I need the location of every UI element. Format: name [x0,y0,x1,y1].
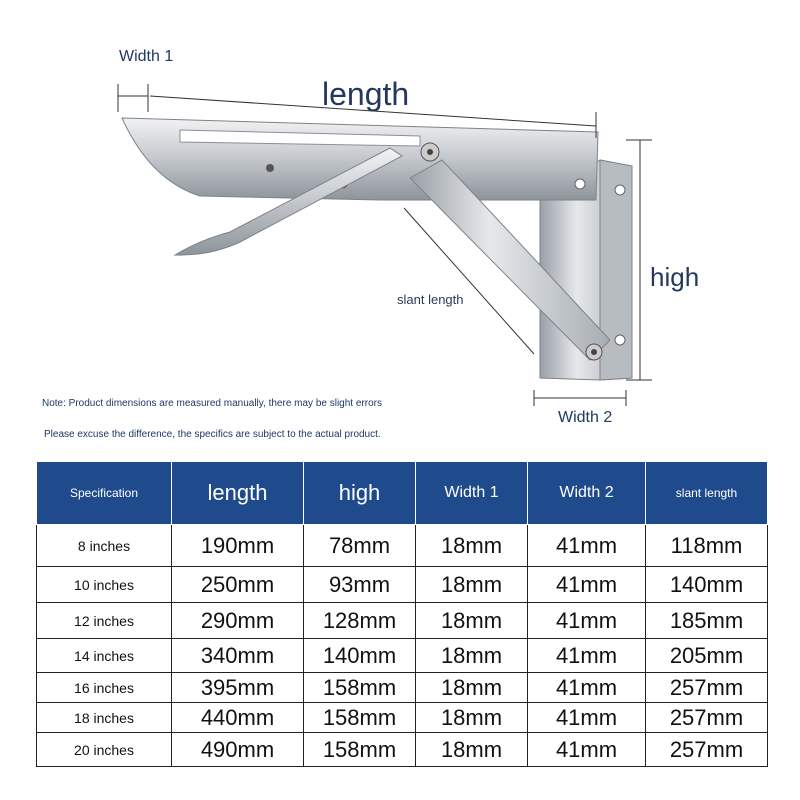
cell-width-1: 18mm [416,639,528,673]
cell-slant-length: 205mm [646,639,768,673]
cell-width-1: 18mm [416,673,528,703]
cell-slant-length: 257mm [646,733,768,767]
label-high: high [650,262,700,292]
note-measurement: Note: Product dimensions are measured manually, there may be slight errors [42,398,382,409]
cell-high: 128mm [304,603,416,639]
table-header-row [37,462,768,525]
cell-spec: 20 inches [37,733,172,767]
cell-spec: 18 inches [37,703,172,733]
cell-spec: 10 inches [37,567,172,603]
cell-high: 78mm [304,525,416,567]
table-row [37,733,768,767]
label-width-1: Width 1 [119,48,174,65]
cell-slant-length: 185mm [646,603,768,639]
cell-width-2: 41mm [528,567,646,603]
cell-high: 93mm [304,567,416,603]
cell-length: 440mm [172,703,304,733]
specification-table [36,461,768,767]
cell-length: 290mm [172,603,304,639]
table-row [37,639,768,673]
cell-width-1: 18mm [416,703,528,733]
cell-width-1: 18mm [416,525,528,567]
header-slant-length: slant length [646,462,768,525]
table-row [37,567,768,603]
cell-width-2: 41mm [528,733,646,767]
cell-width-1: 18mm [416,603,528,639]
cell-high: 158mm [304,703,416,733]
cell-high: 158mm [304,733,416,767]
header-high: high [304,462,416,525]
cell-slant-length: 118mm [646,525,768,567]
header-width-1: Width 1 [416,462,528,525]
cell-spec: 12 inches [37,603,172,639]
cell-width-2: 41mm [528,639,646,673]
header-specification: Specification [37,462,172,525]
cell-slant-length: 140mm [646,567,768,603]
label-slant-length: slant length [397,292,464,307]
cell-width-1: 18mm [416,567,528,603]
cell-slant-length: 257mm [646,703,768,733]
cell-high: 158mm [304,673,416,703]
cell-spec: 14 inches [37,639,172,673]
cell-spec: 16 inches [37,673,172,703]
table-row [37,673,768,703]
cell-width-1: 18mm [416,733,528,767]
cell-length: 395mm [172,673,304,703]
label-width-2: Width 2 [558,409,613,426]
table-row [37,703,768,733]
cell-width-2: 41mm [528,673,646,703]
cell-length: 340mm [172,639,304,673]
cell-spec: 8 inches [37,525,172,567]
cell-width-2: 41mm [528,603,646,639]
note-disclaimer: Please excuse the difference, the specifics are subject to the actual product. [44,429,381,440]
main-arm [122,118,598,200]
header-width-2: Width 2 [528,462,646,525]
table-row [37,603,768,639]
table-row [37,525,768,567]
label-length: length [322,76,410,112]
cell-high: 140mm [304,639,416,673]
cell-width-2: 41mm [528,525,646,567]
cell-width-2: 41mm [528,703,646,733]
cell-length: 490mm [172,733,304,767]
cell-length: 250mm [172,567,304,603]
cell-length: 190mm [172,525,304,567]
cell-slant-length: 257mm [646,673,768,703]
header-length: length [172,462,304,525]
